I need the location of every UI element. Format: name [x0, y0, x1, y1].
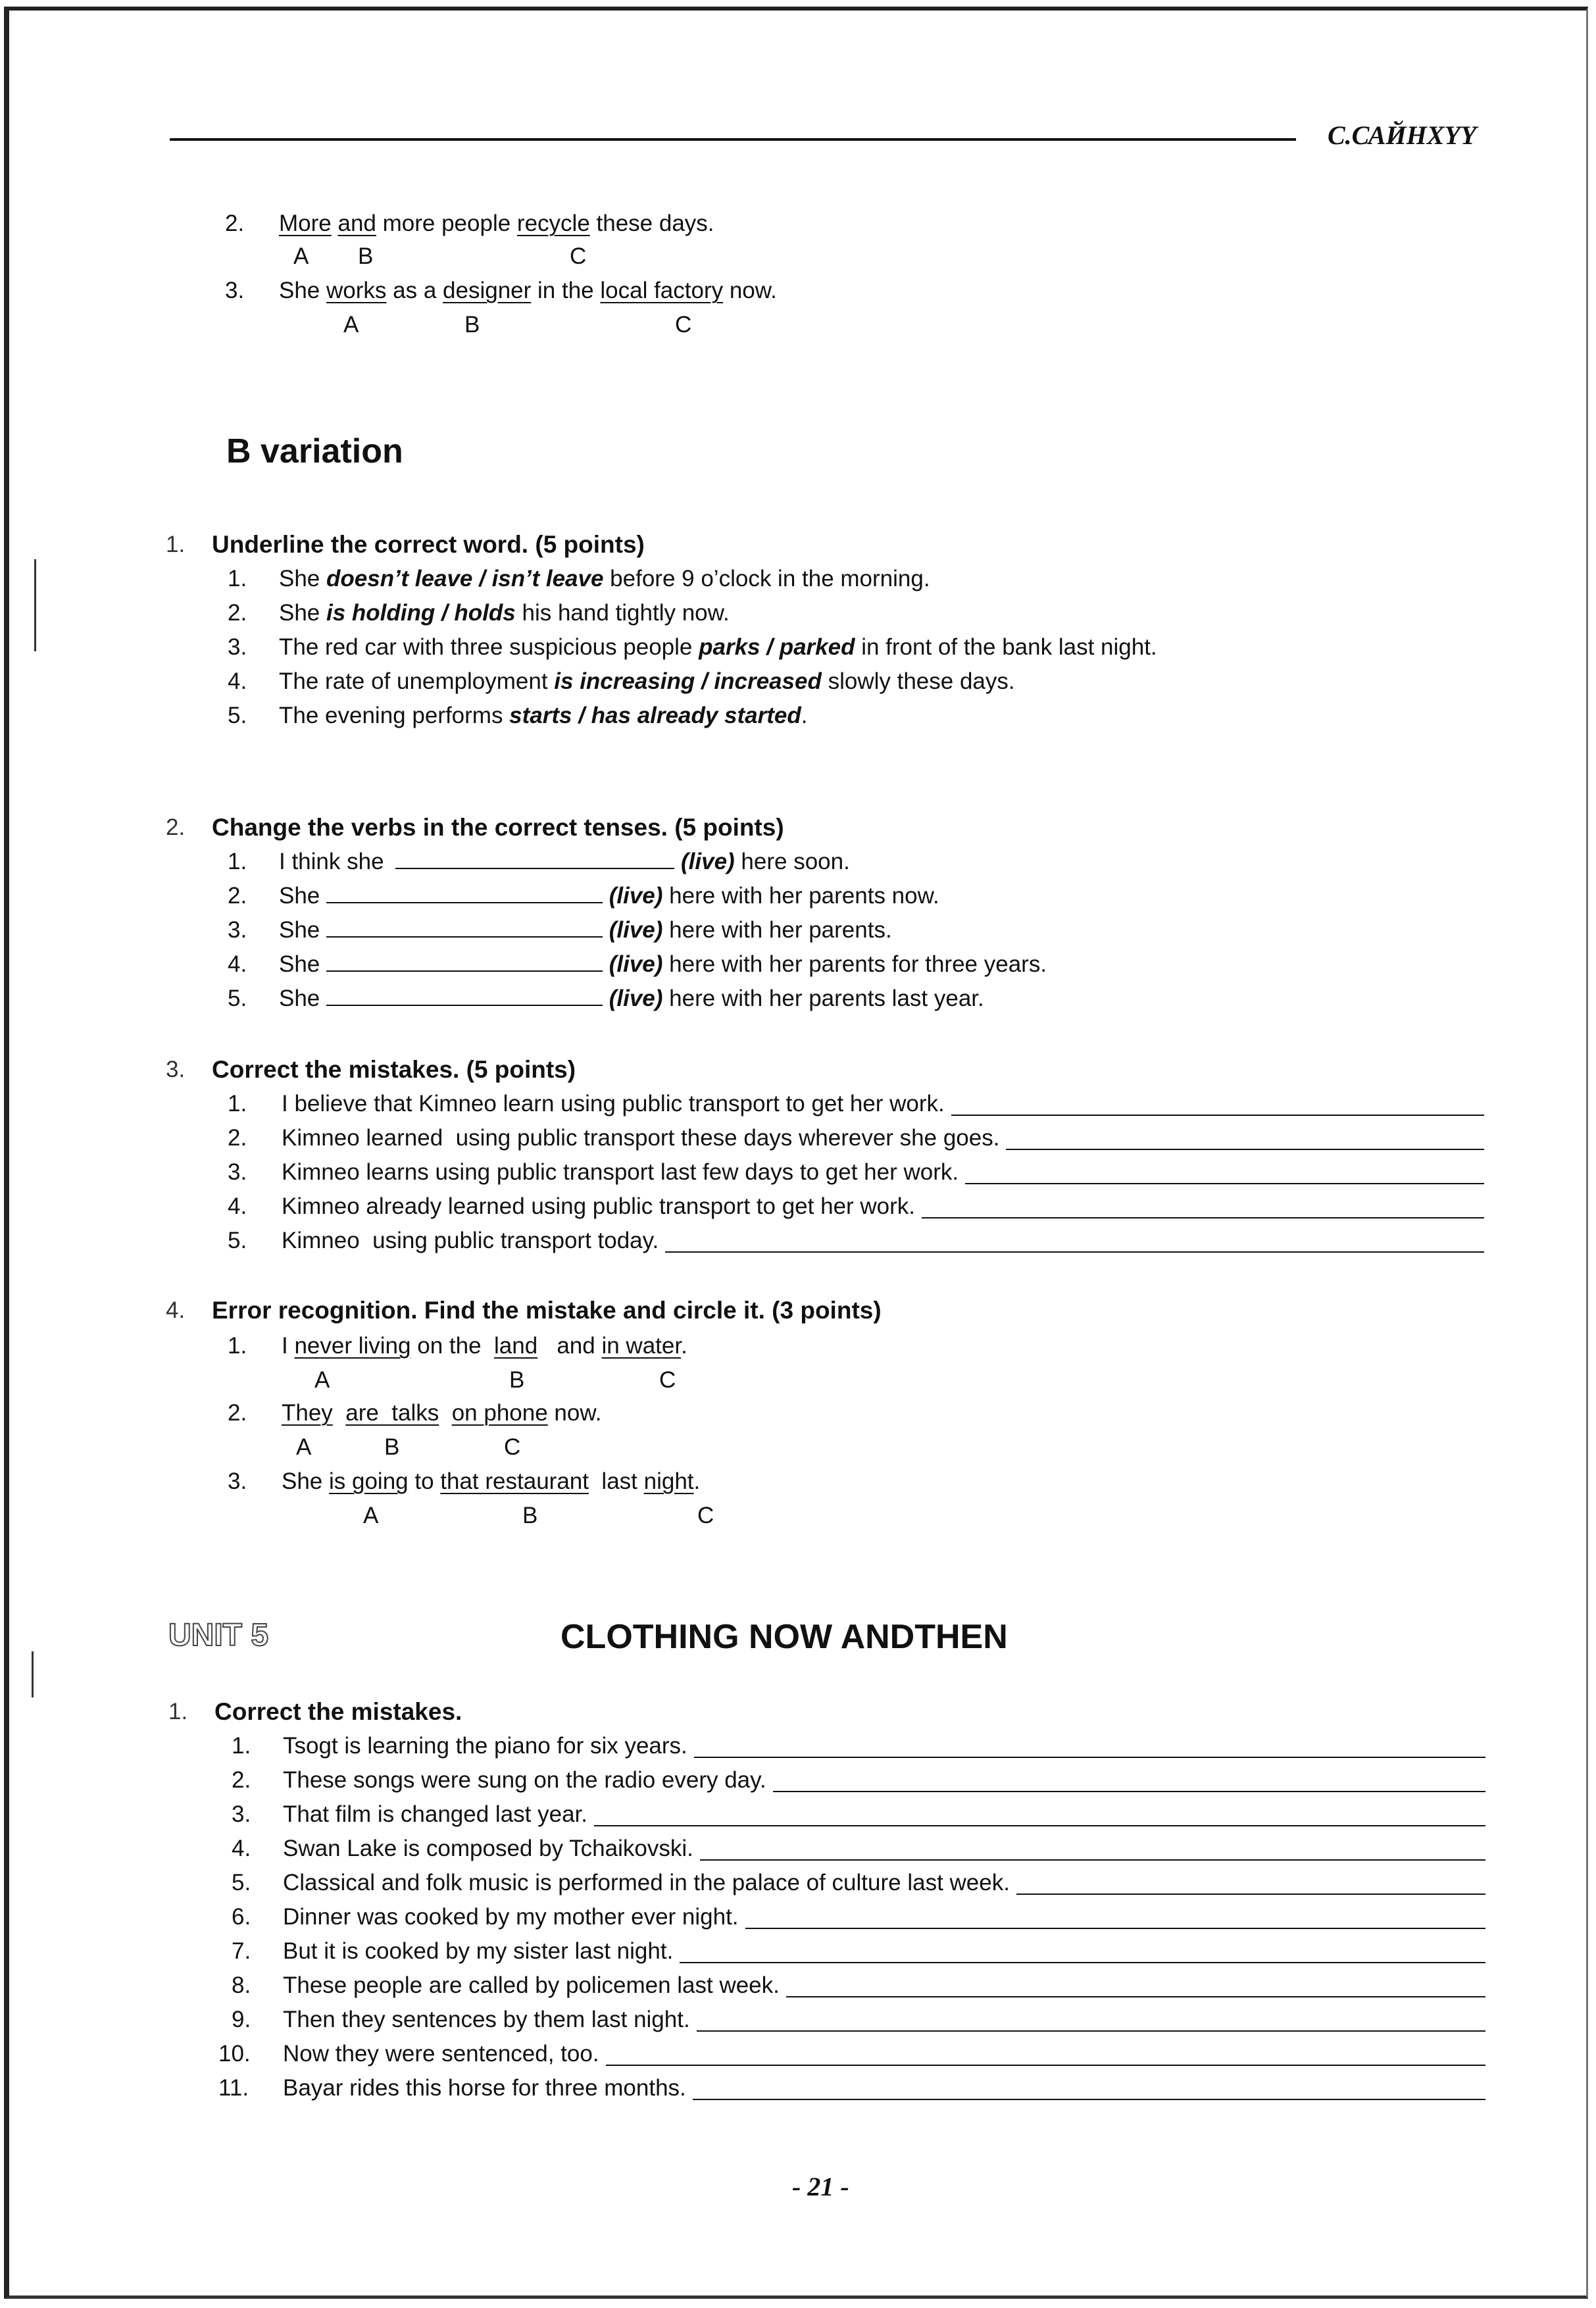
item-number: 8. — [232, 1972, 251, 1998]
choice-options: is holding / holds — [326, 600, 516, 626]
item-sentence: Swan Lake is composed by Tchaikovski. — [283, 1836, 693, 1861]
text-segment: in the — [531, 278, 601, 303]
underlined-segment: night — [643, 1468, 694, 1494]
answer-line[interactable] — [680, 1962, 1485, 1963]
section-3-heading: Correct the mistakes. (5 points) — [212, 1056, 576, 1083]
text-segment: slowly these days. — [821, 668, 1015, 694]
answer-line[interactable] — [606, 2065, 1485, 2066]
underlined-segment: designer — [443, 278, 532, 303]
carryover-item-3-number: 3. — [225, 278, 245, 303]
option-letter: A — [293, 243, 309, 269]
s1-item-sentence — [279, 633, 1157, 662]
answer-line[interactable] — [773, 1791, 1485, 1792]
section-3-number: 3. — [166, 1057, 186, 1082]
item-sentence: Kimneo already learned using public transport to get her work. — [282, 1193, 916, 1219]
choice-options: is increasing / increased — [554, 668, 822, 694]
s2-item-sentence — [279, 847, 850, 876]
s4-item-1-number: 1. — [228, 1333, 247, 1359]
text-segment: The evening performs — [279, 703, 510, 728]
s2-item-number: 4. — [228, 951, 247, 977]
item-number: 3. — [232, 1801, 251, 1827]
underlined-segment: and — [337, 211, 376, 236]
answer-line[interactable] — [693, 2099, 1485, 2100]
answer-line[interactable] — [697, 2030, 1485, 2032]
carryover-item-2-sentence — [279, 209, 714, 238]
text-segment: before 9 o’clock in the morning. — [603, 566, 930, 591]
item-sentence: That film is changed last year. — [283, 1801, 587, 1827]
space — [603, 917, 609, 943]
text-segment: . — [801, 703, 808, 728]
text-segment — [333, 1400, 345, 1426]
option-letter: C — [659, 1367, 676, 1393]
item-sentence: These songs were sung on the radio every day. — [283, 1767, 766, 1793]
s4-item-2-number: 2. — [228, 1400, 247, 1426]
item-sentence: Now they were sentenced, too. — [283, 2041, 599, 2067]
verb-hint: (live) — [609, 917, 663, 943]
s1-item-number: 1. — [228, 566, 247, 591]
section-1-number: 1. — [166, 532, 186, 557]
item-sentence: But it is cooked by my sister last night. — [283, 1938, 674, 1964]
verb-blank[interactable] — [326, 951, 603, 972]
option-letter: B — [358, 243, 374, 269]
text-segment: now. — [547, 1400, 602, 1426]
text-segment: in front of the bank last night. — [855, 634, 1157, 660]
answer-line[interactable] — [786, 1996, 1485, 1997]
text-segment: here with her parents for three years. — [662, 951, 1047, 977]
choice-options: starts / has already started — [509, 703, 801, 728]
underlined-segment: recycle — [516, 211, 590, 236]
underlined-segment: that restaurant — [440, 1468, 589, 1494]
option-letter: C — [697, 1503, 714, 1528]
unit-title: CLOTHING NOW ANDTHEN — [561, 1618, 1008, 1656]
space — [603, 986, 609, 1011]
s2-item-sentence — [279, 882, 939, 911]
item-number: 7. — [232, 1938, 251, 1964]
option-letter: A — [343, 312, 359, 338]
text-segment: She — [279, 600, 326, 626]
underlined-segment: More — [279, 211, 332, 236]
s4-item-1-sentence — [282, 1332, 687, 1361]
s1-item-number: 5. — [228, 703, 247, 728]
text-segment: . — [681, 1333, 687, 1359]
scan-mark — [32, 1651, 34, 1697]
variation-title: B variation — [226, 432, 403, 470]
option-letter: C — [675, 312, 692, 338]
item-sentence: Kimneo learned using public transport these days wherever she goes. — [282, 1125, 1000, 1151]
s2-item-sentence — [279, 950, 1047, 979]
item-number: 1. — [228, 1091, 247, 1116]
s1-item-number: 4. — [228, 668, 247, 694]
header-rule — [170, 138, 1296, 141]
s2-item-sentence — [279, 916, 892, 945]
option-letter: A — [314, 1367, 330, 1393]
verb-hint: (live) — [681, 849, 735, 874]
answer-line[interactable] — [694, 1757, 1485, 1758]
answer-line[interactable] — [965, 1183, 1484, 1184]
option-letter: C — [504, 1434, 521, 1460]
item-number: 1. — [232, 1733, 251, 1759]
verb-blank[interactable] — [395, 848, 674, 869]
item-number: 5. — [228, 1228, 247, 1253]
space — [603, 951, 609, 977]
text-segment: She — [279, 951, 326, 977]
s1-item-number: 2. — [228, 600, 247, 626]
underlined-segment: land — [493, 1333, 538, 1359]
underlined-segment: on phone — [451, 1400, 548, 1426]
text-segment: here with her parents last year. — [662, 986, 984, 1011]
text-segment: these days. — [589, 211, 714, 236]
item-sentence: Tsogt is learning the piano for six years. — [283, 1733, 687, 1759]
s4-item-3-number: 3. — [228, 1468, 247, 1494]
verb-hint: (live) — [609, 951, 663, 977]
item-sentence: Dinner was cooked by my mother ever night. — [283, 1904, 739, 1930]
item-number: 4. — [232, 1836, 251, 1861]
answer-line[interactable] — [1006, 1149, 1484, 1150]
choice-options: parks / parked — [699, 634, 855, 660]
option-letter: B — [509, 1367, 525, 1393]
item-number: 9. — [232, 2007, 251, 2032]
verb-hint: (live) — [609, 883, 663, 909]
s1-item-sentence — [279, 701, 807, 730]
text-segment: She — [282, 1468, 329, 1494]
s2-item-number: 5. — [228, 986, 247, 1011]
answer-line[interactable] — [665, 1251, 1484, 1253]
section-1-heading: Underline the correct word. (5 points) — [212, 531, 645, 558]
answer-line[interactable] — [745, 1928, 1485, 1929]
verb-hint: (live) — [609, 986, 663, 1011]
s2-item-number: 3. — [228, 917, 247, 943]
unit-label: UNIT 5 — [168, 1618, 269, 1653]
underlined-segment: local factory — [600, 278, 724, 303]
option-letter: B — [384, 1434, 400, 1460]
s2-item-number: 2. — [228, 883, 247, 909]
text-segment: last — [588, 1468, 644, 1494]
text-segment: She — [279, 883, 326, 909]
text-segment: She — [279, 278, 326, 303]
s4-item-3-sentence — [282, 1467, 700, 1496]
item-sentence: Classical and folk music is performed in the palace of culture last week. — [283, 1870, 1010, 1895]
unit-exercise-number: 1. — [168, 1699, 188, 1724]
s1-item-number: 3. — [228, 634, 247, 660]
text-segment: his hand tightly now. — [515, 600, 730, 626]
item-sentence: Kimneo using public transport today. — [282, 1228, 659, 1253]
item-number: 3. — [228, 1159, 247, 1185]
section-2-number: 2. — [166, 815, 186, 840]
verb-blank[interactable] — [326, 916, 603, 938]
item-sentence: Kimneo learns using public transport last few days to get her work. — [282, 1159, 959, 1185]
underlined-segment: is going — [329, 1468, 409, 1494]
carryover-item-2-number: 2. — [225, 211, 245, 236]
item-number: 10. — [218, 2041, 251, 2067]
underlined-segment: They — [282, 1400, 333, 1426]
item-sentence: Then they sentences by them last night. — [283, 2007, 690, 2032]
text-segment: She — [279, 986, 326, 1011]
underlined-segment: are talks — [345, 1400, 439, 1426]
text-segment: on the — [411, 1333, 494, 1359]
text-segment: to — [408, 1468, 441, 1494]
item-number: 6. — [232, 1904, 251, 1930]
text-segment: I — [282, 1333, 295, 1359]
s1-item-sentence — [279, 564, 930, 593]
underlined-segment: never living — [294, 1333, 411, 1359]
s1-item-sentence — [279, 667, 1015, 696]
text-segment: as a — [386, 278, 443, 303]
item-sentence: These people are called by policemen last week. — [283, 1972, 780, 1998]
scan-mark — [34, 559, 36, 651]
option-letter: A — [296, 1434, 312, 1460]
s2-item-sentence — [279, 984, 984, 1013]
item-sentence: I believe that Kimneo learn using public transport to get her work. — [282, 1091, 945, 1116]
option-letter: B — [522, 1503, 538, 1528]
verb-blank[interactable] — [326, 882, 603, 903]
s1-item-sentence — [279, 599, 730, 628]
text-segment: The red car with three suspicious people — [279, 634, 699, 660]
answer-line[interactable] — [1016, 1894, 1485, 1895]
text-segment: She — [279, 566, 326, 591]
section-4-number: 4. — [166, 1297, 186, 1323]
text-segment: here with her parents. — [662, 917, 892, 943]
option-letter: A — [363, 1503, 379, 1528]
verb-blank[interactable] — [326, 985, 603, 1006]
header-author: С.САЙНХҮҮ — [1328, 120, 1477, 150]
item-number: 2. — [232, 1767, 251, 1793]
s4-item-2-sentence — [282, 1399, 601, 1428]
text-segment: here with her parents now. — [662, 883, 939, 909]
answer-line[interactable] — [922, 1217, 1484, 1218]
text-segment: here soon. — [734, 849, 850, 874]
unit-exercise-heading: Correct the mistakes. — [214, 1698, 462, 1725]
text-segment: and — [537, 1333, 602, 1359]
answer-line[interactable] — [594, 1825, 1485, 1826]
item-number: 5. — [232, 1870, 251, 1895]
text-segment — [439, 1400, 451, 1426]
page-number: - 21 - — [792, 2172, 849, 2201]
option-letter: C — [570, 243, 587, 269]
underlined-segment: in water — [601, 1333, 682, 1359]
item-number: 4. — [228, 1193, 247, 1219]
text-segment: more people — [376, 211, 517, 236]
carryover-item-3-sentence — [279, 276, 777, 305]
choice-options: doesn’t leave / isn’t leave — [326, 566, 604, 591]
item-number: 11. — [218, 2075, 249, 2101]
section-4-heading: Error recognition. Find the mistake and circle it. (3 points) — [212, 1297, 882, 1324]
s2-item-number: 1. — [228, 849, 247, 874]
text-segment: . — [693, 1468, 701, 1494]
space — [674, 849, 681, 874]
text-segment: The rate of unemployment — [279, 668, 555, 694]
section-2-heading: Change the verbs in the correct tenses. (5 points) — [212, 814, 784, 841]
text-segment: now. — [723, 278, 777, 303]
text-segment: She — [279, 917, 326, 943]
space — [603, 883, 609, 909]
option-letter: B — [464, 312, 480, 338]
text-segment: I think she — [279, 849, 391, 874]
answer-line[interactable] — [700, 1859, 1485, 1861]
answer-line[interactable] — [951, 1115, 1484, 1116]
underlined-segment: works — [326, 278, 387, 303]
item-sentence: Bayar rides this horse for three months. — [283, 2075, 686, 2101]
item-number: 2. — [228, 1125, 247, 1151]
